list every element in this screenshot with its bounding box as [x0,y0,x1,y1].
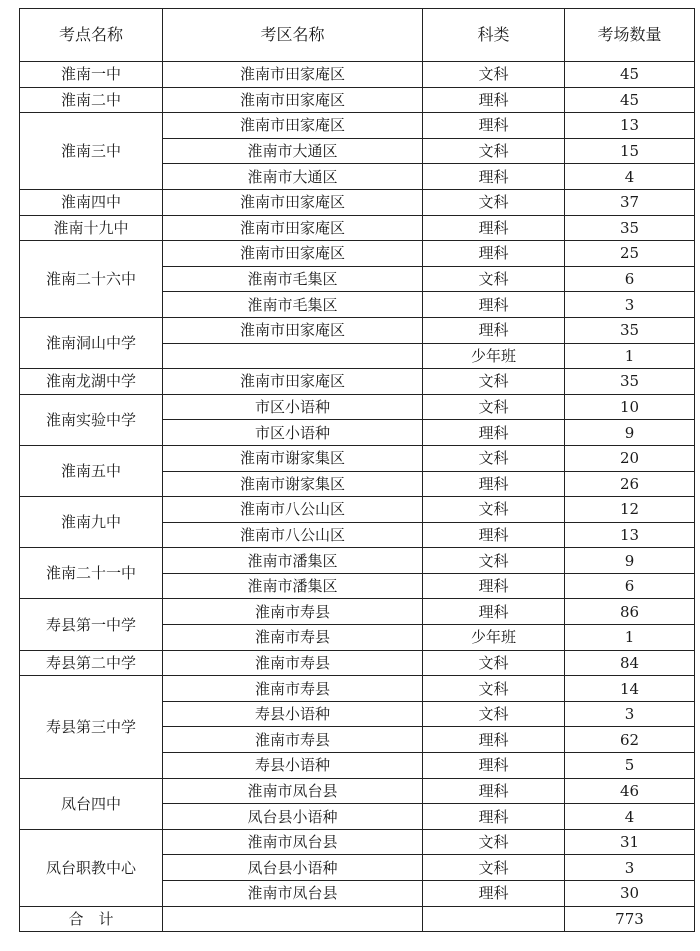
header-room-count: 考场数量 [565,9,695,62]
category-cell: 理科 [423,113,565,139]
table-row [20,189,695,215]
category-cell: 理科 [423,573,565,599]
room-count-cell: 4 [565,804,695,830]
site-name-cell: 淮南五中 [20,445,163,496]
room-count-cell: 35 [565,215,695,241]
room-count-cell: 13 [565,113,695,139]
district-cell: 淮南市田家庵区 [163,241,423,267]
room-count-cell: 35 [565,317,695,343]
district-cell: 淮南市田家庵区 [163,215,423,241]
category-cell: 理科 [423,420,565,446]
district-cell: 淮南市谢家集区 [163,471,423,497]
category-cell: 少年班 [423,625,565,651]
site-name-cell: 淮南二十六中 [20,241,163,318]
table-row [20,676,695,702]
room-count-cell: 30 [565,881,695,907]
category-cell: 理科 [423,881,565,907]
category-cell: 文科 [423,650,565,676]
district-cell: 淮南市田家庵区 [163,87,423,113]
district-cell: 淮南市寿县 [163,625,423,651]
district-cell: 淮南市田家庵区 [163,113,423,139]
district-cell: 淮南市大通区 [163,164,423,190]
room-count-cell: 25 [565,241,695,267]
room-count-cell: 10 [565,394,695,420]
site-name-cell: 寿县第三中学 [20,676,163,778]
room-count-cell: 13 [565,522,695,548]
room-count-cell: 35 [565,369,695,395]
room-count-cell: 4 [565,164,695,190]
category-cell: 文科 [423,445,565,471]
room-count-cell: 9 [565,420,695,446]
room-count-cell: 31 [565,829,695,855]
room-count-cell: 6 [565,573,695,599]
site-name-cell: 淮南四中 [20,189,163,215]
table-row [20,445,695,471]
category-cell: 理科 [423,292,565,318]
district-cell: 淮南市毛集区 [163,266,423,292]
site-name-cell: 寿县第二中学 [20,650,163,676]
table-row [20,87,695,113]
table-row [20,215,695,241]
room-count-cell: 45 [565,62,695,88]
district-cell: 凤台县小语种 [163,804,423,830]
room-count-cell: 3 [565,292,695,318]
district-cell: 淮南市凤台县 [163,881,423,907]
district-cell: 淮南市寿县 [163,727,423,753]
table-row [20,369,695,395]
room-count-cell: 45 [565,87,695,113]
room-count-cell: 26 [565,471,695,497]
category-cell: 文科 [423,855,565,881]
header-category: 科类 [423,9,565,62]
district-cell: 淮南市田家庵区 [163,369,423,395]
table-row [20,778,695,804]
category-cell: 理科 [423,164,565,190]
room-count-cell: 84 [565,650,695,676]
category-cell: 文科 [423,138,565,164]
district-cell: 淮南市谢家集区 [163,445,423,471]
site-name-cell: 淮南实验中学 [20,394,163,445]
site-name-cell: 凤台职教中心 [20,829,163,906]
category-cell: 理科 [423,753,565,779]
category-cell: 理科 [423,522,565,548]
total-category-cell [423,906,565,931]
district-cell: 市区小语种 [163,420,423,446]
category-cell: 文科 [423,266,565,292]
room-count-cell: 6 [565,266,695,292]
site-name-cell: 淮南二十一中 [20,548,163,599]
table-row [20,829,695,855]
category-cell: 理科 [423,215,565,241]
table-row [20,394,695,420]
site-name-cell: 淮南洞山中学 [20,317,163,368]
district-cell: 淮南市凤台县 [163,829,423,855]
header-row [20,9,695,62]
category-cell: 理科 [423,87,565,113]
room-count-cell: 1 [565,625,695,651]
category-cell: 理科 [423,804,565,830]
table-row [20,317,695,343]
site-name-cell: 淮南龙湖中学 [20,369,163,395]
district-cell: 凤台县小语种 [163,855,423,881]
category-cell: 文科 [423,497,565,523]
category-cell: 文科 [423,701,565,727]
category-cell: 理科 [423,778,565,804]
table-row [20,497,695,523]
site-name-cell: 淮南一中 [20,62,163,88]
room-count-cell: 15 [565,138,695,164]
total-label-cell: 合 计 [20,906,163,931]
header-site: 考点名称 [20,9,163,62]
category-cell: 文科 [423,189,565,215]
district-cell: 淮南市潘集区 [163,548,423,574]
site-name-cell: 淮南二中 [20,87,163,113]
room-count-cell: 20 [565,445,695,471]
district-cell: 淮南市田家庵区 [163,62,423,88]
site-name-cell: 淮南十九中 [20,215,163,241]
table-row [20,650,695,676]
category-cell: 文科 [423,62,565,88]
district-cell: 淮南市田家庵区 [163,317,423,343]
room-count-cell: 3 [565,855,695,881]
site-name-cell: 淮南三中 [20,113,163,190]
category-cell: 文科 [423,829,565,855]
table-row [20,599,695,625]
exam-site-table [19,8,695,932]
total-district-cell [163,906,423,931]
district-cell: 市区小语种 [163,394,423,420]
category-cell: 文科 [423,369,565,395]
district-cell: 淮南市寿县 [163,599,423,625]
site-name-cell: 寿县第一中学 [20,599,163,650]
room-count-cell: 3 [565,701,695,727]
site-name-cell: 淮南九中 [20,497,163,548]
district-cell: 淮南市寿县 [163,676,423,702]
category-cell: 理科 [423,241,565,267]
district-cell: 寿县小语种 [163,753,423,779]
room-count-cell: 9 [565,548,695,574]
category-cell: 理科 [423,317,565,343]
table-row [20,62,695,88]
district-cell: 淮南市寿县 [163,650,423,676]
category-cell: 文科 [423,548,565,574]
district-cell: 淮南市潘集区 [163,573,423,599]
district-cell: 淮南市毛集区 [163,292,423,318]
district-cell: 淮南市八公山区 [163,522,423,548]
category-cell: 少年班 [423,343,565,369]
category-cell: 文科 [423,676,565,702]
site-name-cell: 凤台四中 [20,778,163,829]
room-count-cell: 46 [565,778,695,804]
room-count-cell: 12 [565,497,695,523]
district-cell: 淮南市大通区 [163,138,423,164]
table-row [20,548,695,574]
room-count-cell: 86 [565,599,695,625]
total-count-cell: 773 [565,906,695,931]
table-body [20,9,695,932]
category-cell: 理科 [423,599,565,625]
district-cell [163,343,423,369]
room-count-cell: 62 [565,727,695,753]
table-row [20,241,695,267]
category-cell: 理科 [423,727,565,753]
room-count-cell: 37 [565,189,695,215]
district-cell: 淮南市凤台县 [163,778,423,804]
district-cell: 寿县小语种 [163,701,423,727]
room-count-cell: 5 [565,753,695,779]
room-count-cell: 1 [565,343,695,369]
header-district: 考区名称 [163,9,423,62]
room-count-cell: 14 [565,676,695,702]
total-row [20,906,695,931]
district-cell: 淮南市八公山区 [163,497,423,523]
table-row [20,113,695,139]
category-cell: 理科 [423,471,565,497]
district-cell: 淮南市田家庵区 [163,189,423,215]
category-cell: 文科 [423,394,565,420]
